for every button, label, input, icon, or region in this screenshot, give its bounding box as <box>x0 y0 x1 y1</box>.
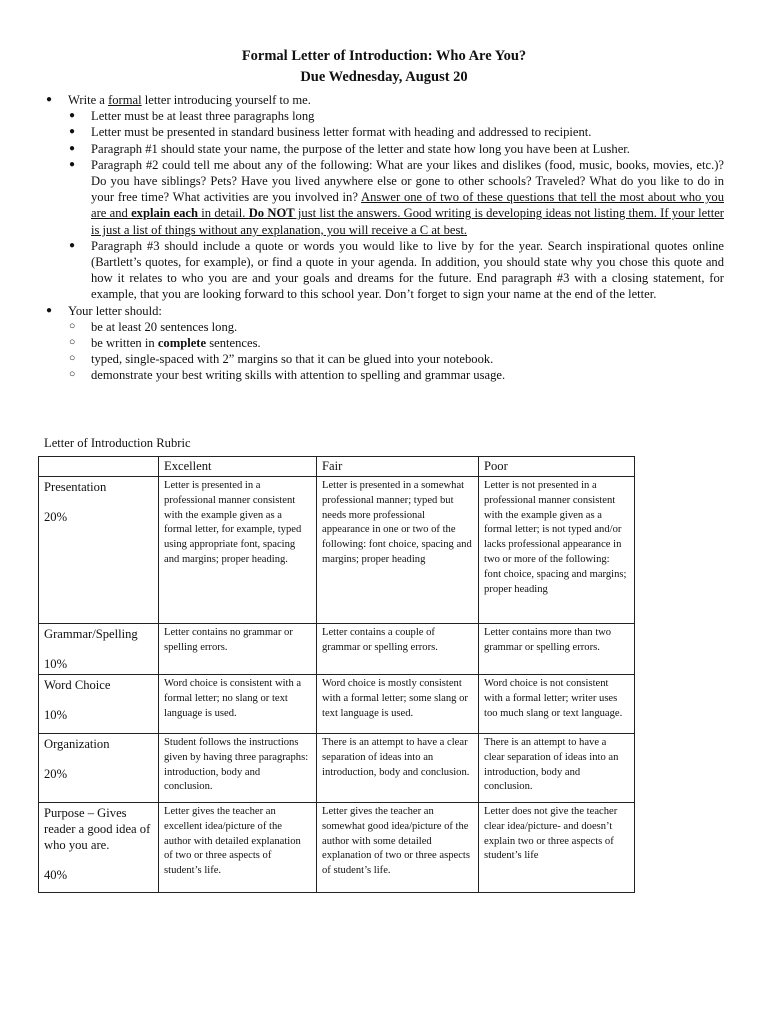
criterion-weight: 10% <box>44 708 68 722</box>
poor-cell: Letter contains more than two grammar or spelling errors. <box>479 624 635 675</box>
header-cell-excellent: Excellent <box>159 457 317 477</box>
table-row <box>39 803 635 893</box>
bullet-icon: ● <box>69 110 76 122</box>
criterion-cell <box>39 675 159 734</box>
circle-bullet-icon: ○ <box>69 353 76 365</box>
bullet-icon: ● <box>69 158 76 170</box>
criterion-name: Purpose – Gives reader a good idea of who you are. <box>44 806 151 852</box>
list-item-paragraph-2: ● Paragraph #2 could tell me about any of the following: What are your likes and dislikes (food, music, books, movies, etc.)? Do you have siblings? Pets? Have you lived anywhere else or gone to other schools? Traveled? What do you like to do in your free time? What activities are you involved in? Answer one of two of these questions that tell the most about who you are and explain each in detail. Do NOT just list the answers. Good writing is developing ideas not listing them. If your letter is just a list of things without any explanation, you will receive a C at best. <box>69 157 724 237</box>
list-item: ● Your letter should: <box>46 303 162 318</box>
criterion-cell <box>39 803 159 893</box>
due-date: Due Wednesday, August 20 <box>300 69 468 85</box>
poor-cell: There is an attempt to have a clear separation of ideas into an introduction, body and conclusion. <box>479 734 635 803</box>
excellent-cell: Word choice is consistent with a formal letter; no slang or text language is used. <box>159 675 317 734</box>
table-row <box>39 624 635 675</box>
poor-cell: Letter is not presented in a professional manner consistent with the example given as a formal letter; is not typed and/or lacks professional appearance in two or more of the following: font choice, spacing and margins; proper heading <box>479 477 635 624</box>
circle-bullet-icon: ○ <box>69 320 76 332</box>
list-item: ○ be written in complete sentences. <box>69 336 261 351</box>
bullet-icon: ● <box>46 304 53 316</box>
criterion-cell <box>39 624 159 675</box>
fair-cell: There is an attempt to have a clear separation of ideas into an introduction, body and conclusion. <box>317 734 479 803</box>
table-row <box>39 734 635 803</box>
criterion-name: Presentation <box>44 480 107 494</box>
table-row <box>39 675 635 734</box>
list-item: ● Letter must be at least three paragraphs long <box>69 109 315 124</box>
fair-cell: Letter is presented in a somewhat professional manner; typed but needs more professional appearance in one or two of the following: font choice, spacing and margins; proper heading <box>317 477 479 624</box>
rubric-table <box>38 456 635 893</box>
list-item: ○ typed, single-spaced with 2” margins so that it can be glued into your notebook. <box>69 352 494 367</box>
criterion-weight: 40% <box>44 868 68 882</box>
rubric-title: Letter of Introduction Rubric <box>44 436 191 450</box>
circle-bullet-icon: ○ <box>69 369 76 381</box>
criterion-weight: 20% <box>44 510 68 524</box>
excellent-cell: Letter is presented in a professional manner consistent with the example given as a formal letter, for example, typed using appropriate font, spacing and margins; proper heading. <box>159 477 317 624</box>
criterion-cell <box>39 477 159 624</box>
criterion-name: Organization <box>44 737 110 751</box>
criterion-cell <box>39 734 159 803</box>
criterion-weight: 20% <box>44 767 68 781</box>
poor-cell: Word choice is not consistent with a formal letter; writer uses too much slang or text language. <box>479 675 635 734</box>
fair-cell: Word choice is mostly consistent with a formal letter; some slang or text language is used. <box>317 675 479 734</box>
criterion-name: Word Choice <box>44 678 111 692</box>
excellent-cell: Student follows the instructions given by having three paragraphs: introduction, body and conclusion. <box>159 734 317 803</box>
excellent-cell: Letter gives the teacher an excellent idea/picture of the author with detailed explanation of two or three aspects of student’s life. <box>159 803 317 893</box>
header-cell-poor: Poor <box>479 457 635 477</box>
excellent-cell: Letter contains no grammar or spelling errors. <box>159 624 317 675</box>
fair-cell: Letter contains a couple of grammar or spelling errors. <box>317 624 479 675</box>
bullet-icon: ● <box>69 126 76 138</box>
table-row <box>39 477 635 624</box>
bullet-icon: ● <box>46 94 53 105</box>
rubric-header-row <box>39 457 635 477</box>
list-item: ● Write a formal letter introducing yourself to me. <box>46 93 311 107</box>
bullet-icon: ● <box>69 142 76 154</box>
list-item: ● Letter must be presented in standard business letter format with heading and addressed to recipient. <box>69 125 592 140</box>
list-item-paragraph-3: ● Paragraph #3 should include a quote or words you would like to live by for the year. Search inspirational quotes online (Bartlett’s quotes, for example), or find a quote in your agenda. In addition, you should state why you chose this quote and how it relates to who you are and your goals and dreams for the future. End paragraph #3 with a closing statement, for example, that you are looking forward to this school year. Don’t forget to sign your name at the end of the letter. <box>69 238 724 302</box>
list-item: ○ demonstrate your best writing skills with attention to spelling and grammar usage. <box>69 368 506 383</box>
poor-cell: Letter does not give the teacher clear idea/picture- and doesn’t explain two or three aspects of student’s life <box>479 803 635 893</box>
bullet-icon: ● <box>69 239 76 251</box>
header-cell-fair: Fair <box>317 457 479 477</box>
header-cell-empty <box>39 457 159 477</box>
document-title: Formal Letter of Introduction: Who Are You? <box>241 48 527 64</box>
list-item: ○ be at least 20 sentences long. <box>69 319 238 334</box>
fair-cell: Letter gives the teacher an somewhat good idea/picture of the author with some detailed explanation of two or three aspects of student’s life. <box>317 803 479 893</box>
list-item: ● Paragraph #1 should state your name, the purpose of the letter and state how long you have been at Lusher. <box>69 141 630 156</box>
criterion-weight: 10% <box>44 657 68 671</box>
instructions-list <box>44 92 724 384</box>
criterion-name: Grammar/Spelling <box>44 627 138 641</box>
circle-bullet-icon: ○ <box>69 337 76 349</box>
